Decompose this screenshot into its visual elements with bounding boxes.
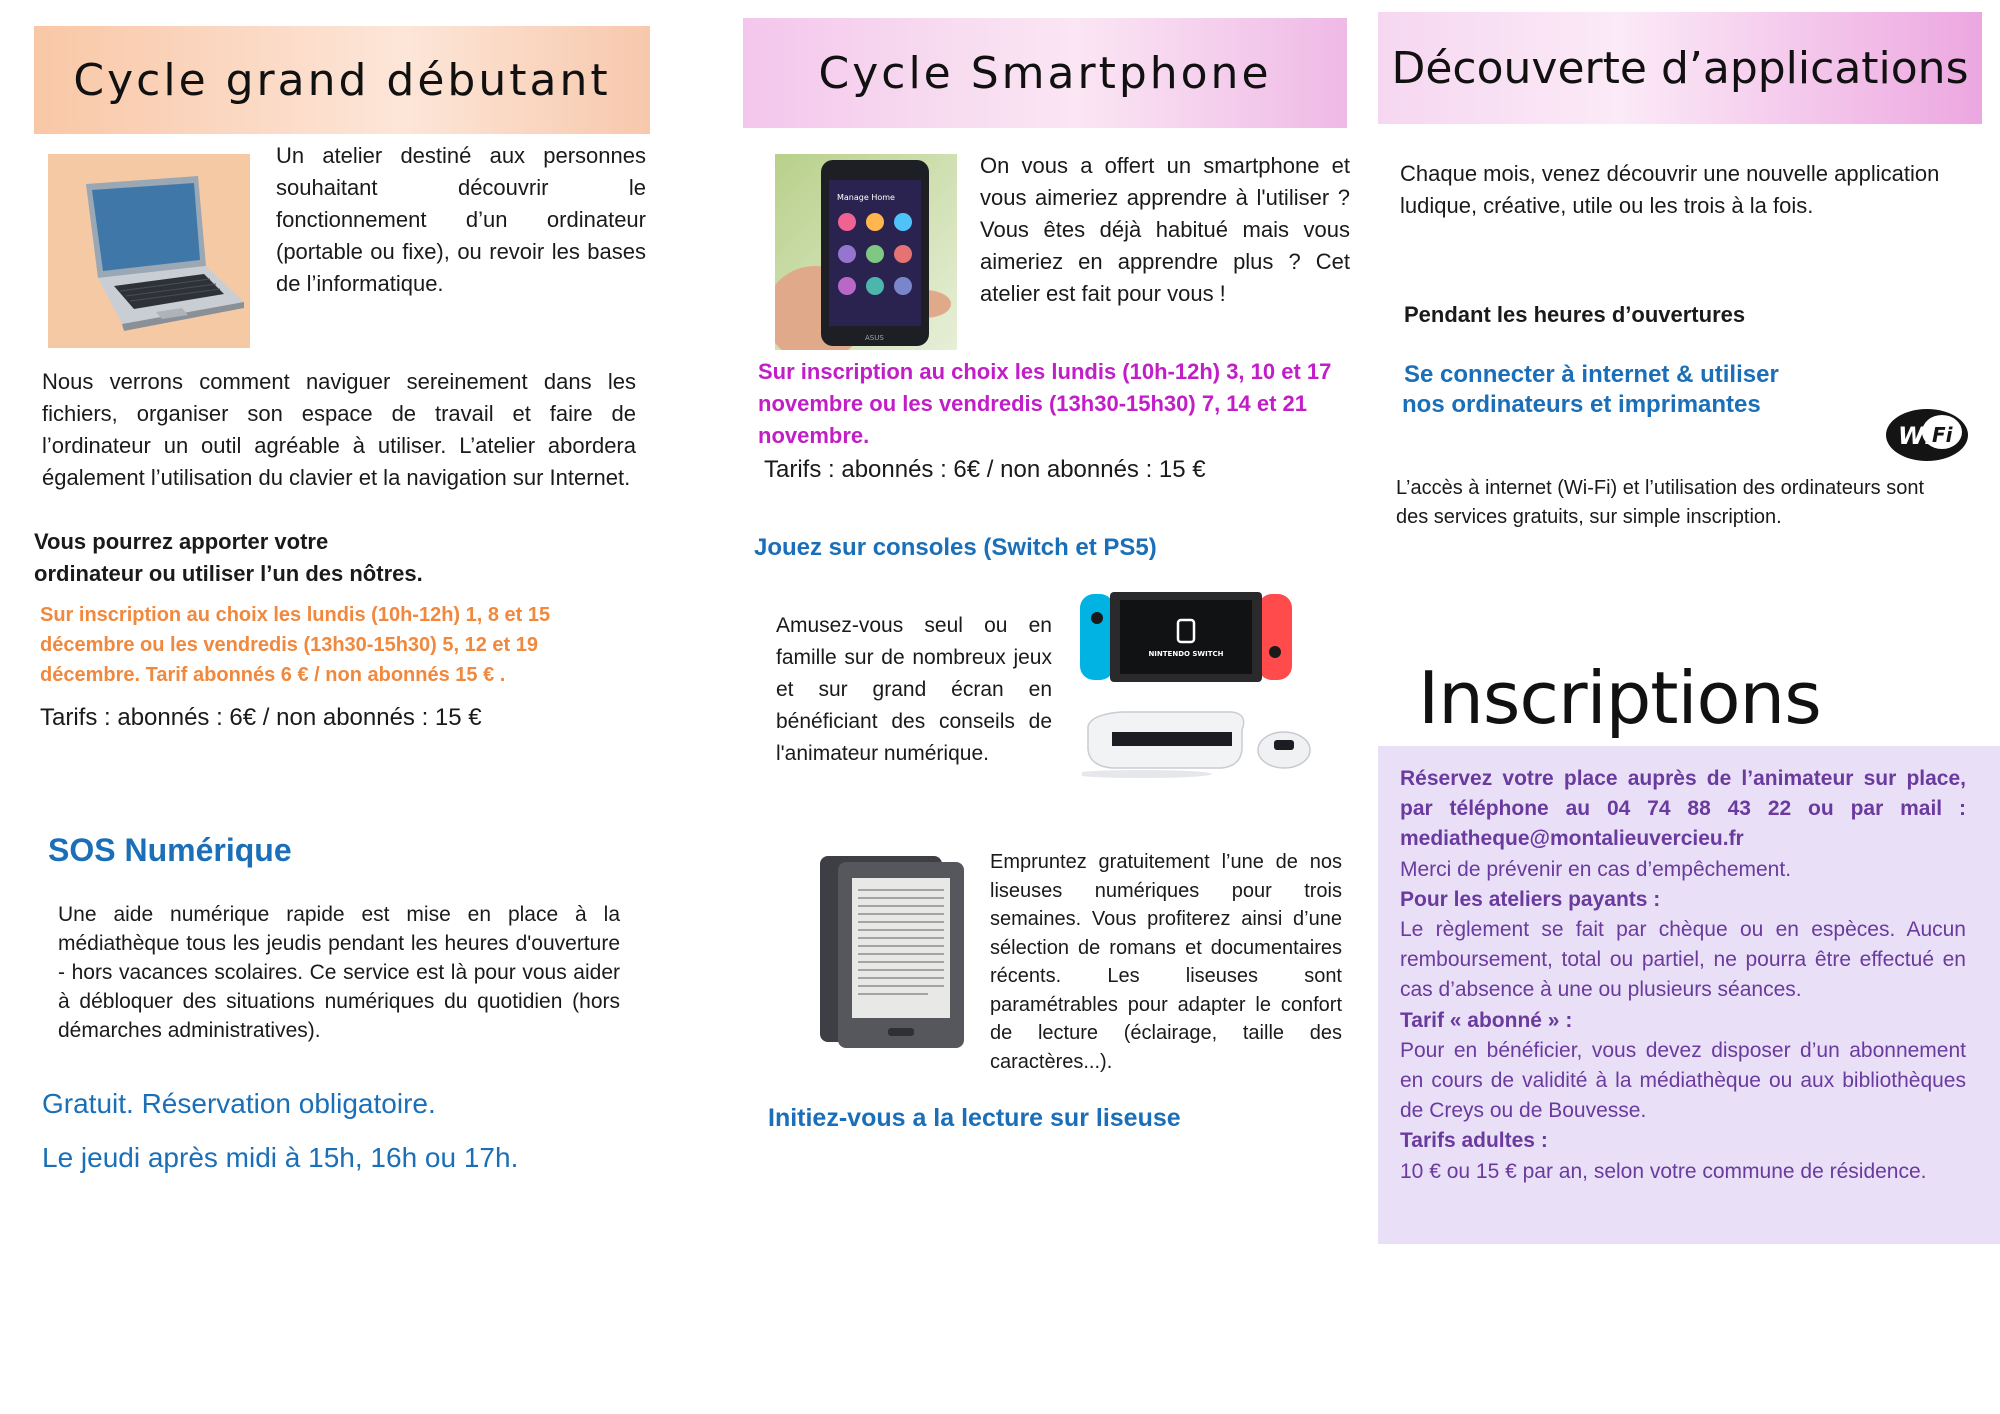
prices-text: Tarifs : abonnés : 6€ / non abonnés : 15 € (764, 456, 1206, 483)
adult-title: Tarifs adultes : (1400, 1129, 1548, 1153)
prices-text: Tarifs : abonnés : 6€ / non abonnés : 15 € (40, 704, 482, 731)
connect-line-2: nos ordinateurs et imprimantes (1402, 391, 1761, 418)
reader-text: Empruntez gratuitement l’une de nos liseuses numériques pour trois semaines. Vous profiterez ainsi d’une sélection de romans et documentaires récents. Les liseuses sont paramétrables pour adapter le confort de lecture (éclairage, taille des caractères...). (990, 851, 1342, 1073)
sos-free-text: Gratuit. Réservation obligatoire. (42, 1088, 436, 1119)
header-banner-grand-debutant (34, 26, 650, 134)
inscriptions-content (1400, 764, 1966, 1187)
consoles-title: Jouez sur consoles (Switch et PS5) (754, 534, 1157, 561)
paid-title: Pour les ateliers payants : (1400, 887, 1661, 911)
reserve-text: Réservez votre place auprès de l’animateur sur place, par téléphone au 04 74 88 43 22 ou par mail : mediatheque@montalieuvercieu.fr (1400, 767, 1966, 851)
switch-logo-text: NINTENDO SWITCH (1148, 650, 1224, 658)
inscriptions-title: Inscriptions (1418, 656, 1821, 740)
access-text: L’accès à internet (Wi-Fi) et l’utilisation des ordinateurs sont des services gratuits, sur simple inscription. (1396, 477, 1925, 528)
svg-text:Fi: Fi (1932, 423, 1953, 447)
intro-text: Chaque mois, venez découvrir une nouvelle application ludique, créative, utile ou les trois à la fois. (1400, 161, 1940, 218)
svg-text:Wi: Wi (1898, 422, 1933, 450)
nintendo-switch-icon (1080, 590, 1292, 684)
connect-line-1: Se connecter à internet & utiliser (1404, 361, 1779, 388)
intro-text: Un atelier destiné aux personnes souhaitant découvrir le fonctionnement d’un ordinateur (portable ou fixe), ou revoir les bases de l’informatique. (276, 143, 646, 296)
bring-line-1: Vous pourrez apporter votre (34, 529, 329, 554)
phone-brand: ASUS (865, 334, 884, 342)
ereader-icon (818, 854, 968, 1050)
phone-screen-label: Manage Home (837, 193, 895, 202)
adult-text: 10 € ou 15 € par an, selon votre commune de résidence. (1400, 1159, 1927, 1183)
sos-text: Une aide numérique rapide est mise en place à la médiathèque tous les jeudis pendant les heures d'ouverture - hors vacances scolaires. Ce service est là pour vous aider à débloquer des situations numériques du quotidien (hors démarches administratives). (58, 903, 620, 1042)
consoles-text: Amusez-vous seul ou en famille sur de nombreux jeux et sur grand écran en bénéficiant des conseils de l'animateur numérique. (776, 614, 1052, 765)
section-title: Cycle grand débutant (73, 54, 611, 106)
section-title: Cycle Smartphone (818, 47, 1272, 99)
laptop-icon (48, 154, 250, 348)
wifi-icon (1884, 406, 1970, 464)
connect-text (1404, 360, 1779, 420)
member-title: Tarif « abonné » : (1400, 1008, 1573, 1032)
bring-line-2: ordinateur ou utiliser l’un des nôtres. (34, 561, 423, 586)
section-title: Découverte d’applications (1391, 42, 1969, 94)
reader-title: Initiez-vous a la lecture sur liseuse (768, 1104, 1181, 1132)
member-text: Pour en bénéficier, vous devez disposer d’un abonnement en cours de validité à la médiathèque ou aux bibliothèques de Creys ou de Bouvesse. (1400, 1038, 1966, 1123)
schedule-text: Sur inscription au choix les lundis (10h-12h) 3, 10 et 17 novembre ou les vendredis (13h30-15h30) 7, 14 et 21 novembre. (758, 359, 1332, 448)
header-banner-smartphone (743, 18, 1347, 128)
bring-computer-text (34, 526, 634, 590)
smartphone-icon (775, 154, 957, 350)
hours-text: Pendant les heures d’ouvertures (1404, 302, 1746, 327)
header-banner-applications (1378, 12, 1982, 124)
notice-text: Merci de prévenir en cas d’empêchement. (1400, 857, 1792, 881)
sos-title: SOS Numérique (48, 832, 292, 868)
ps5-icon (1082, 706, 1314, 780)
intro-text: On vous a offert un smartphone et vous aimeriez apprendre à l'utiliser ? Vous êtes déjà habitué mais vous aimeriez en apprendre plus ? Cet atelier est fait pour vous ! (980, 153, 1350, 306)
paid-text: Le règlement se fait par chèque ou en espèces. Aucun remboursement, total ou partiel, ne pourra être effectué en cas d’absence à une ou plusieurs séances. (1400, 918, 1966, 1002)
sos-time-text: Le jeudi après midi à 15h, 16h ou 17h. (42, 1142, 519, 1173)
details-text: Nous verrons comment naviguer sereinement dans les fichiers, organiser son espace de travail et faire de l’ordinateur un outil agréable à utiliser. L’atelier abordera également l’utilisation du clavier et la navigation sur Internet. (42, 369, 636, 490)
schedule-text: Sur inscription au choix les lundis (10h-12h) 1, 8 et 15 décembre ou les vendredis (13h30-15h30) 5, 12 et 19 décembre. Tarif abonnés 6 € / non abonnés 15 € . (40, 604, 551, 686)
